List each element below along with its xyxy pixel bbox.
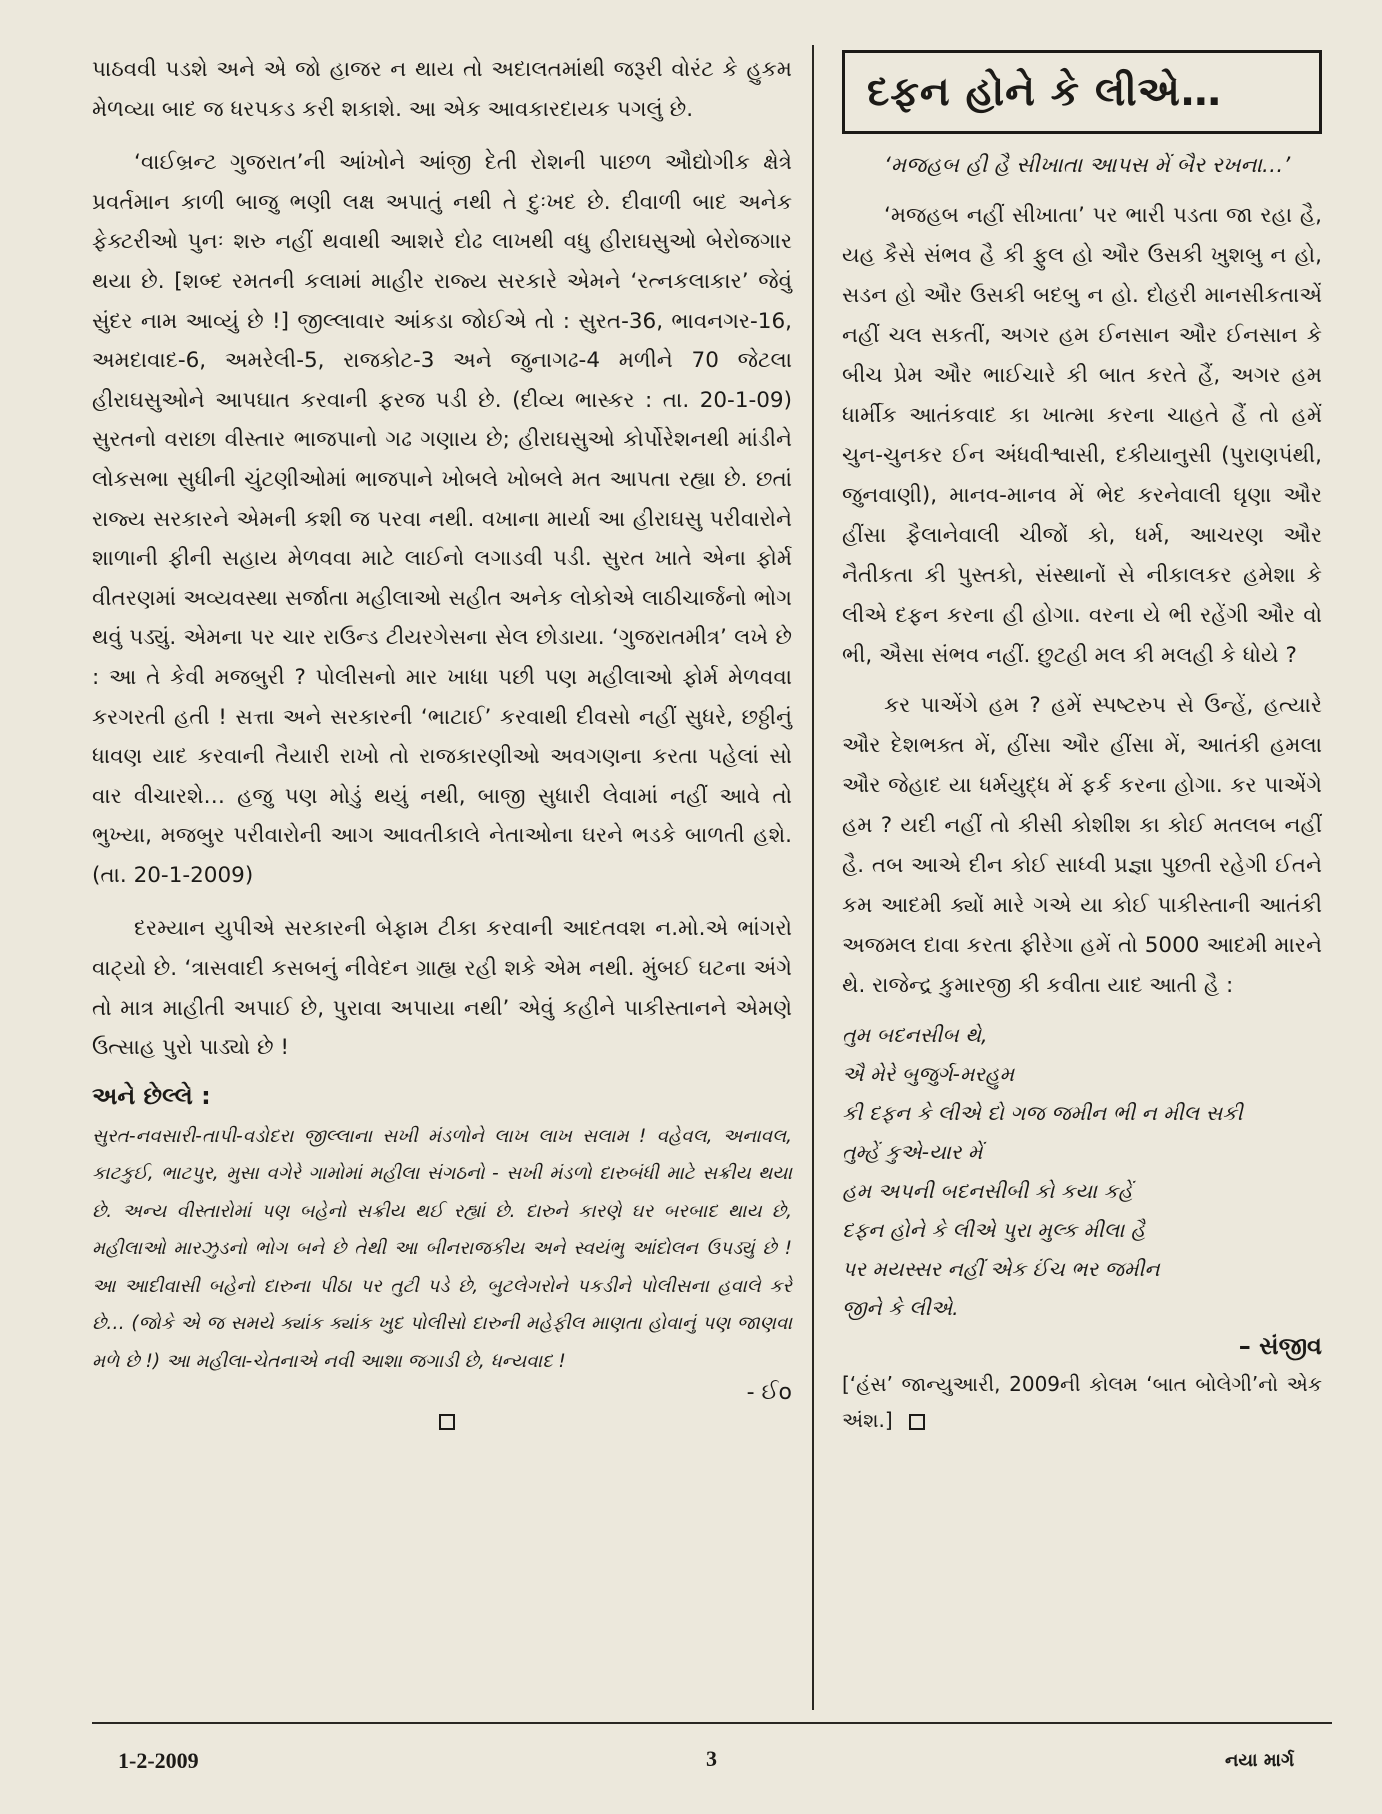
footer-date: 1-2-2009 [118,1748,199,1773]
source-note [842,1366,1322,1438]
poem-line: તુમ બદનસીબ થે, [842,1023,988,1047]
left-paragraph-1: પાઠવવી પડશે અને એ જો હાજર ન થાય તો અદાલતમાંથી જરૂરી વોરંટ કે હુકમ મેળવ્યા બાદ જ ધરપકડ કરી શકાશે. આ એક આવકારદાયક પગલું છે. [92,57,792,122]
poem-line: ઐ મેરે બુજુર્ગ-મરહુમ [842,1062,1015,1086]
footer-rule [92,1722,1332,1724]
left-paragraph-2: ‘વાઈબ્રન્ટ ગુજરાત’ની આંખોને આંજી દેતી રોશની પાછળ ઔદ્યોગીક ક્ષેત્રે પ્રવર્તમાન કાળી બાજુ ભણી લક્ષ અપાતું નથી તે દુઃખદ છે. દીવાળી બાદ અનેક ફેક્ટરીઓ પુનઃ શરુ નહીં થવાથી આશરે દોઢ લાખથી વધુ હીરાઘસુઓ બેરોજગાર થયા છે. [શબ્દ રમતની કલામાં માહીર રાજ્ય સરકારે એમને ‘રત્નકલાકાર’ જેવું સુંદર નામ આવ્યું છે !] જીલ્લાવાર આંકડા જોઈએ તો : સુરત-36, ભાવનગર-16, અમદાવાદ-6, અમરેલી-5, રાજકોટ-3 અને જુનાગઢ-4 મળીને 70 જેટલા હીરાઘસુઓને આપઘાત કરવાની ફરજ પડી છે. (દીવ્ય ભાસ્કર : તા. 20-1-09) સુરતનો વરાછા વીસ્તાર ભાજપાનો ગઢ ગણાય છે; હીરાઘસુઓ કોર્પોરેશનથી માંડીને લોકસભા સુધીની ચુંટણીઓમાં ભાજપાને ખોબલે ખોબલે મત આપતા રહ્યા છે. છતાં રાજ્ય સરકારને એમની કશી જ પરવા નથી. વખાના માર્યા આ હીરાઘસુ પરીવારોને શાળાની ફીની સહાય મેળવવા માટે લાઈનો લગાડવી પડી. સુરત ખાતે એના ફોર્મ વીતરણમાં અવ્યવસ્થા સર્જાતા મહીલાઓ સહીત અનેક લોકોએ લાઠીચાર્જનો ભોગ થવું પડ્યું. એમના પર ચાર રાઉન્ડ ટીયરગેસના સેલ છોડાયા. ‘ગુજરાતમીત્ર’ લખે છે : આ તે કેવી મજબુરી ? પોલીસનો માર ખાધા પછી પણ મહીલાઓ ફોર્મ મેળવવા કરગરતી હતી ! સત્તા અને સરકારની ‘ભાટાઈ’ કરવાથી દીવસો નહીં સુધરે, છઠ્ઠીનું ધાવણ યાદ કરવાની તૈયારી રાખો તો રાજકારણીઓ અવગણના કરતા પહેલાં સો વાર વીચારશે… હજુ પણ મોડું થયું નથી, બાજી સુધારી લેવામાં નહીં આવે તો ભુખ્યા, મજબુર પરીવારોની આગ આવતીકાલે નેતાઓના ઘરને ભડકે બાળતી હશે. (તા. 20-1-2009) [92,150,792,888]
column-divider [812,45,814,1710]
closing-note: સુરત-નવસારી-તાપી-વડોદરા જીલ્લાના સખી મંડળોને લાખ લાખ સલામ ! વહેવલ, અનાવલ, કાટકુઈ, ભાટપુર, મુસા વગેરે ગામોમાં મહીલા સંગઠનો - સખી મંડળો દારુબંધી માટે સક્રીય થયા છે. અન્ય વીસ્તારોમાં પણ બહેનો સક્રીય થઈ રહ્યાં છે. દારુને કારણે ઘર બરબાદ થાય છે, મહીલાઓ મારઝુડનો ભોગ બને છે તેથી આ બીનરાજકીય અને સ્વયંભુ આંદોલન ઉપડ્યું છે ! આ આદીવાસી બહેનો દારુના પીઠા પર તુટી પડે છે, બુટલેગરોને પકડીને પોલીસના હવાલે કરે છે… (જોકે એ જ સમયે ક્યાંક ક્યાંક ખુદ પોલીસો દારુની મહેફીલ માણતા હોવાનું પણ જાણવા મળે છે !) આ મહીલા-ચેતનાએ નવી આશા જગાડી છે, ધન્યવાદ ! [92,1125,792,1372]
page-number: 3 [706,1746,717,1771]
poem-line: કી દફન કે લીએ દો ગજ જમીન ભી ન મીલ સકી [842,1101,1243,1125]
publication-name: નયા માર્ગ [1225,1750,1295,1771]
left-paragraph-3: દરમ્યાન યુપીએ સરકારની બેફામ ટીકા કરવાની આદતવશ ન.મો.એ ભાંગરો વાટ્યો છે. ‘ત્રાસવાદી કસબનું નીવેદન ગ્રાહ્ય રહી શકે એમ નથી. મુંબઈ ઘટના અંગે તો માત્ર માહીતી અપાઈ છે, પુરાવા અપાયા નથી’ એવું કહીને પાકીસ્તાનને એમણે ઉત્સાહ પુરો પાડ્યો છે ! [92,916,792,1061]
source-text: [‘હંસ’ જાન્યુઆરી, 2009ની કોલમ ‘બાત બોલેગી’નો એક અંશ.] [842,1372,1322,1432]
left-column [92,50,792,1430]
end-square-icon [909,1414,925,1430]
poem-line: પર મયસ્સર નહીં એક ઈંચ ભર જમીન [842,1257,1160,1281]
poem [842,1016,1322,1328]
article-title: દફન હોને કે લીએ… [842,50,1322,134]
poem-line: તુમ્હેં કુએ-યાર મેં [842,1140,983,1164]
left-end-mark [92,1411,792,1430]
poem-line: જીને કે લીએ. [842,1296,959,1320]
right-paragraph-1: ‘મજહબ નહીં સીખાતા’ પર ભારી પડતા જા રહા હૈ, યહ કૈસે સંભવ હૈ કી ફુલ હો ઔર ઉસકી ખુશબુ ન હો, સડન હો ઔર ઉસકી બદબુ ન હો. દોહરી માનસીકતાએં નહીં ચલ સકતીં, અગર હમ ઈનસાન ઔર ઈનસાન કે બીચ પ્રેમ ઔર ભાઈચારે કી બાત કરતે હૈં, અગર હમ ધાર્મીક આતંકવાદ કા ખાત્મા કરના ચાહતે હૈં તો હમેં ચુન-ચુનકર ઈન અંધવીશ્વાસી, દકીયાનુસી (પુરાણપંથી, જુનવાણી), માનવ-માનવ મેં ભેદ કરનેવાલી ઘૃણા ઔર હીંસા ફૈલાનેવાલી ચીજોં કો, ધર્મ, આચરણ ઔર નૈતીકતા કી પુસ્તકો, સંસ્થાનોં સે નીકાલકર હમેશા કે લીએ દફન કરના હી હોગા. વરના યે ભી રહેંગી ઔર વો ભી, ઐસા સંભવ નહીં. છુટહી મલ કી મલહી કે ધોયે ? [842,203,1322,668]
right-column [842,50,1322,1448]
end-square-icon [439,1414,455,1430]
epigraph: ‘મજહબ હી હૈ સીખાતા આપસ મેં બૈર રખના…’ [884,153,1291,178]
section-heading: અને છેલ્લે : [92,1081,211,1110]
poem-line: હમ અપની બદનસીબી કો કયા કહેં [842,1179,1133,1203]
left-author: - ઈo [746,1380,792,1406]
poem-line: દફન હોને કે લીએ પુરા મુલ્ક મીલા હૈ [842,1218,1146,1242]
right-paragraph-2: કર પાએંગે હમ ? હમેં સ્પષ્ટરુપ સે ઉન્હેં, હત્યારે ઔર દેશભક્ત મેં, હીંસા ઔર હીંસા મેં, આતંકી હમલા ઔર જેહાદ યા ધર્મયુદ્ધ મેં ફર્ક કરના હોગા. કર પાએંગે હમ ? યદી નહીં તો કીસી કોશીશ કા કોઈ મતલબ નહીં હૈ. તબ આએ દીન કોઈ સાધ્વી પ્રજ્ઞા પુછતી રહેગી ઈતને કમ આદમી ક્યોં મારે ગએ યા કોઈ પાકીસ્તાની આતંકી અજમલ દાવા કરતા ફીરેગા હમેં તો 5000 આદમી મારને થે. રાજેન્દ્ર કુમારજી કી કવીતા યાદ આતી હૈ : [842,693,1322,998]
right-author: – સંજીવ [1238,1332,1322,1360]
